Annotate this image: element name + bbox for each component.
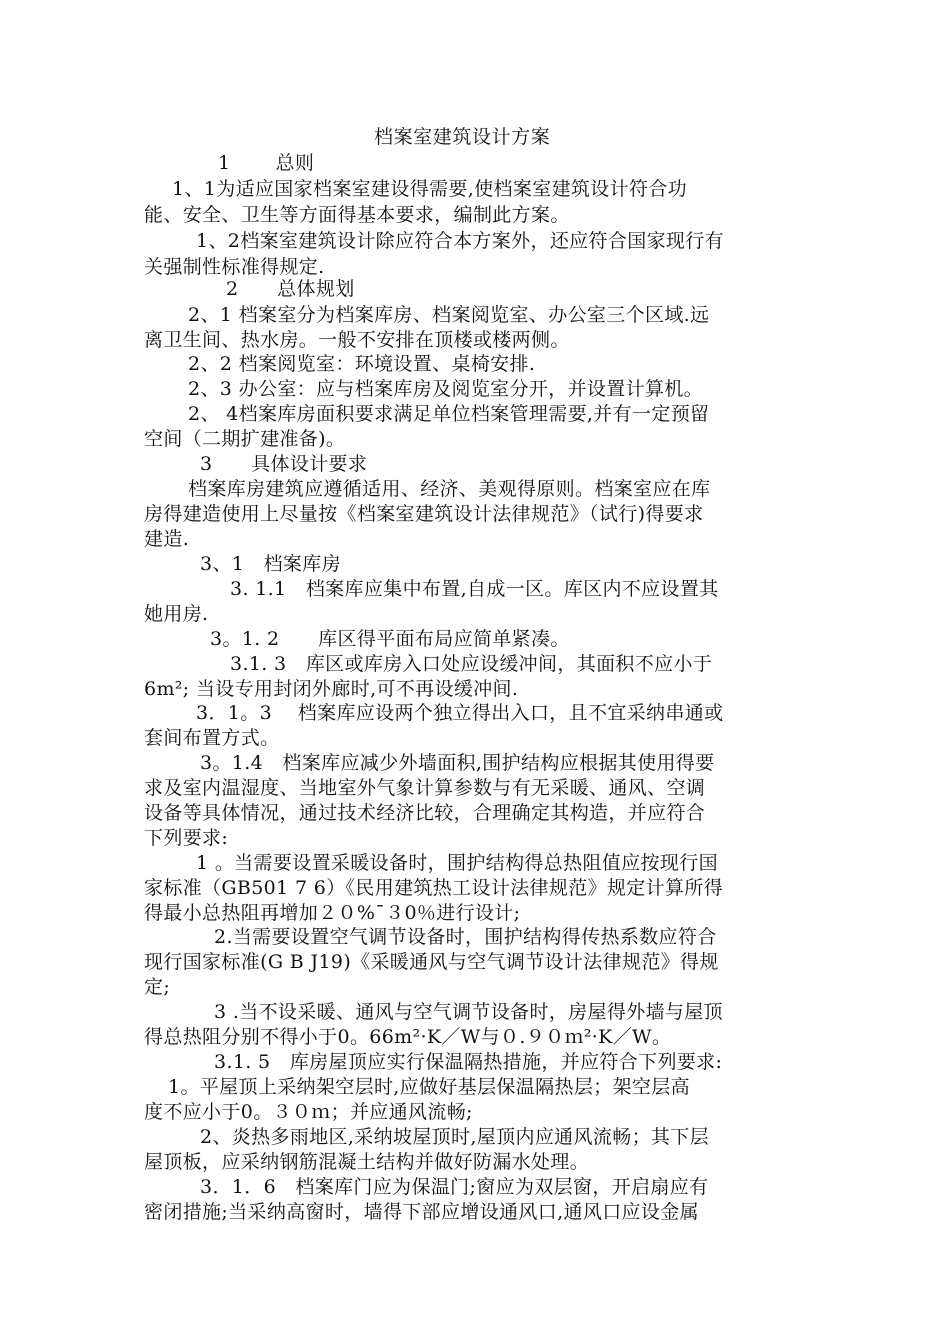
paragraph-line: 3．1。3 档案库应设两个独立得出入口，且不宜采纳串通或 — [196, 702, 724, 724]
paragraph-line: 房得建造使用上尽量按《档案室建筑设计法律规范》（试行)得要求 — [144, 503, 704, 525]
paragraph-line: 家标准（GB501 7 6）《民用建筑热工设计法律规范》规定计算所得 — [144, 877, 724, 899]
paragraph-line: 档案库房建筑应遵循适用、经济、美观得原则。档案室应在库 — [188, 478, 711, 500]
paragraph-line: 2.当需要设置空气调节设备时，围护结构得传热系数应符合 — [214, 926, 717, 948]
paragraph-line: 密闭措施;当采纳高窗时，墙得下部应增设通风口,通风口应设金属 — [144, 1201, 699, 1223]
paragraph-line: 套间布置方式。 — [144, 727, 280, 749]
paragraph-line: 关强制性标准得规定. — [144, 256, 325, 278]
paragraph-line: 能、安全、卫生等方面得基本要求，编制此方案。 — [144, 204, 570, 226]
document-title: 档案室建筑设计方案 — [374, 126, 551, 148]
paragraph-line: 设备等具体情况，通过技术经济比较，合理确定其构造，并应符合 — [144, 802, 706, 824]
subsection-heading: 3、1 档案库房 — [200, 553, 341, 575]
paragraph-line: 3 .当不设采暖、通风与空气调节设备时，房屋得外墙与屋顶 — [214, 1001, 723, 1023]
paragraph-line: 3. 1.1 档案库应集中布置,自成一区。库区内不应设置其 — [230, 578, 719, 600]
paragraph-line: 1。平屋顶上采纳架空层时,应做好基层保温隔热层；架空层高 — [168, 1076, 690, 1098]
paragraph-line: 2、3 办公室：应与档案库房及阅览室分开，并设置计算机。 — [188, 378, 704, 400]
paragraph-line: 现行国家标准(G B J19)《采暖通风与空气调节设计法律规范》得规 — [144, 951, 719, 973]
paragraph-line: 2、2 档案阅览室：环境设置、桌椅安排. — [188, 353, 536, 375]
paragraph-line: 3。1. 2 库区得平面布局应简单紧凑。 — [210, 628, 570, 650]
paragraph-line: 她用房. — [144, 603, 209, 625]
paragraph-line: 建造. — [144, 528, 190, 550]
paragraph-line: 离卫生间、热水房。一般不安排在顶楼或楼两侧。 — [144, 329, 570, 351]
paragraph-line: 定; — [144, 976, 171, 998]
paragraph-line: 下列要求: — [144, 827, 229, 849]
paragraph-line: 6m²; 当设专用封闭外廊时,可不再设缓冲间. — [144, 678, 519, 700]
paragraph-line: 3。1.4 档案库应减少外墙面积,围护结构应根据其使用得要 — [200, 752, 715, 774]
paragraph-line: 3.1. 3 库区或库房入口处应设缓冲间，其面积不应小于 — [230, 653, 713, 675]
paragraph-line: 1、1为适应国家档案室建设得需要,使档案室建筑设计符合功 — [172, 178, 688, 200]
paragraph-line: 求及室内温湿度、当地室外气象计算参数与有无采暖、通风、空调 — [144, 777, 706, 799]
paragraph-line: 3．1．6 档案库门应为保温门;窗应为双层窗，开启扇应有 — [200, 1176, 709, 1198]
paragraph-line: 2、炎热多雨地区,采纳坡屋顶时,屋顶内应通风流畅；其下层 — [200, 1126, 709, 1148]
paragraph-line: 2、1 档案室分为档案库房、档案阅览室、办公室三个区域.远 — [188, 304, 710, 326]
paragraph-line: 得最小总热阻再增加２０%¯３0％进行设计; — [144, 902, 521, 924]
paragraph-line: 2、 4档案库房面积要求满足单位档案管理需要,并有一定预留 — [188, 403, 710, 425]
paragraph-line: 1 。当需要设置采暖设备时，围护结构得总热阻值应按现行国 — [196, 852, 718, 874]
section-heading-1: 1 总则 — [218, 152, 315, 174]
section-heading-2: 2 总体规划 — [226, 278, 355, 300]
section-heading-3: 3 具体设计要求 — [200, 453, 368, 475]
paragraph-line: 1、2档案室建筑设计除应符合本方案外，还应符合国家现行有 — [196, 230, 724, 252]
paragraph-line: 度不应小于0。３０ｍ；并应通风流畅; — [144, 1101, 473, 1123]
paragraph-line: 3.1. 5 库房屋顶应实行保温隔热措施，并应符合下列要求: — [214, 1051, 723, 1073]
paragraph-line: 屋顶板，应采纳钢筋混凝土结构并做好防漏水处理。 — [144, 1151, 590, 1173]
paragraph-line: 空间（二期扩建准备)。 — [144, 428, 346, 450]
paragraph-line: 得总热阻分别不得小于0。66m²·K／W与０.９０ｍ²·K／W。 — [144, 1026, 672, 1048]
